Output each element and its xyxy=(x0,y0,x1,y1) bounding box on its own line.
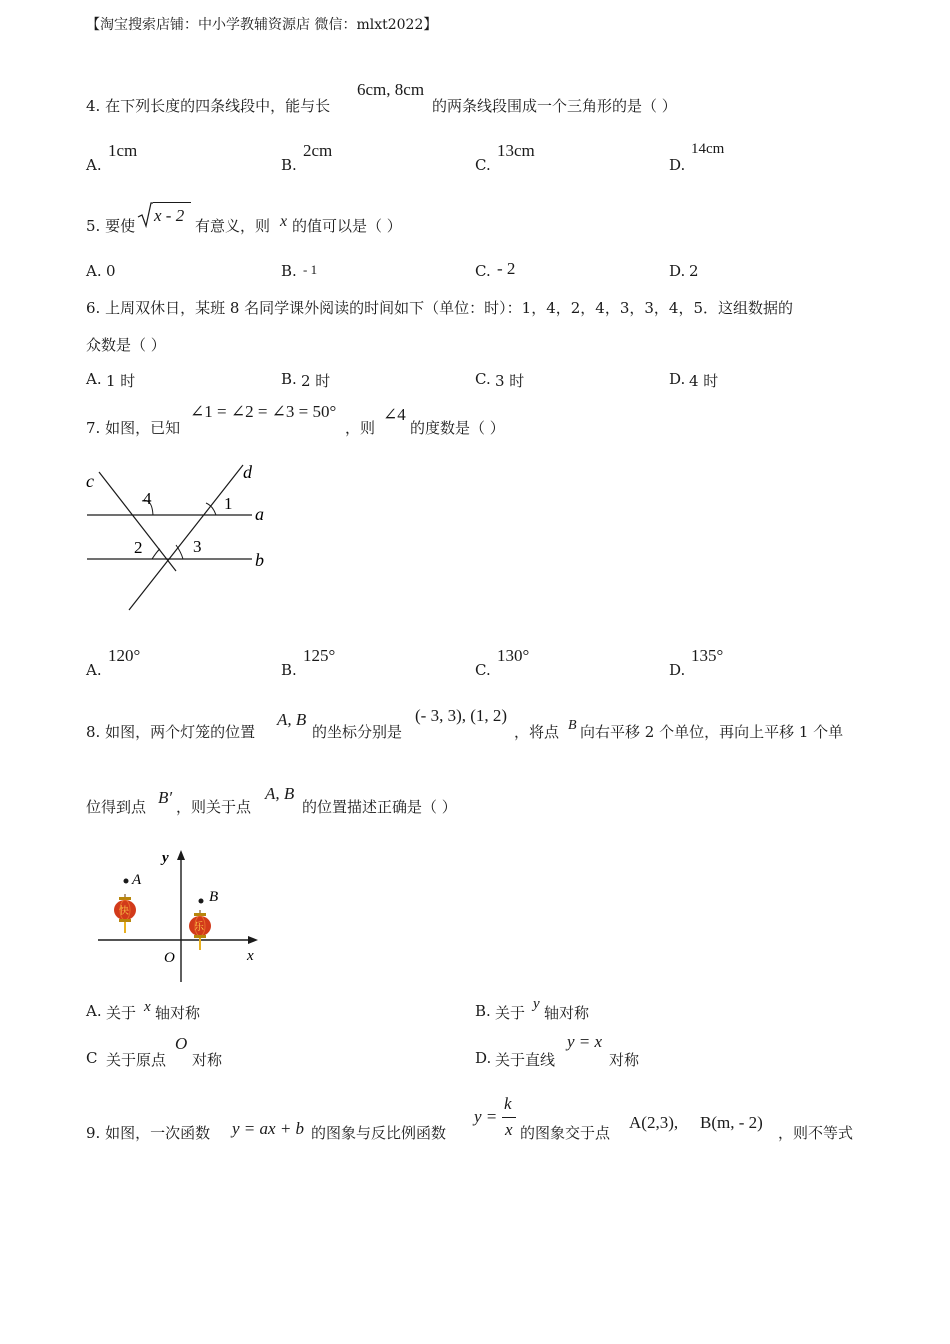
q4-option-b-label: B. xyxy=(281,156,297,174)
fraction-bar xyxy=(502,1117,516,1118)
q7-math2: ∠4 xyxy=(383,405,406,424)
q4-option-d-value: 14cm xyxy=(691,141,725,157)
q5-radicand: x - 2 xyxy=(154,206,185,225)
q8-line2-prefix: 位得到点 xyxy=(86,798,147,816)
q6-option-c-label: C. xyxy=(475,370,491,388)
q9-f2-denominator: x xyxy=(505,1120,513,1139)
q7-middle: ，则 xyxy=(345,419,376,437)
y-axis-arrow-icon xyxy=(177,850,185,860)
q6-option-a-value: 1 时 xyxy=(106,372,136,390)
q8-option-c-text2: 对称 xyxy=(192,1051,223,1069)
q6-option-d-label: D. xyxy=(669,370,686,388)
q8-line2-suffix: 的位置描述正确是（ ） xyxy=(302,798,457,816)
label-b: b xyxy=(255,550,264,570)
point-a-label: A xyxy=(132,872,142,888)
q7-figure xyxy=(80,458,280,616)
q7-option-c-label: C. xyxy=(475,661,491,679)
q4-option-c-value: 13cm xyxy=(497,141,535,160)
q7-option-d-value: 135° xyxy=(691,646,724,665)
angle-2-arc xyxy=(152,549,160,559)
q5-option-d-value: 2 xyxy=(689,262,699,280)
q9-suffix: ，则不等式 xyxy=(778,1124,854,1142)
q8-option-d-text2: 对称 xyxy=(609,1051,640,1069)
label-d: d xyxy=(243,462,252,482)
q6-line2: 众数是（ ） xyxy=(86,336,166,354)
q4-option-a-value: 1cm xyxy=(108,141,138,160)
angle-3-arc xyxy=(176,545,183,559)
lantern-right-char: 乐 xyxy=(194,922,204,933)
x-axis-label: x xyxy=(247,948,254,964)
q8-suffix: 向右平移 2 个单位，再向上平移 1 个单 xyxy=(580,723,844,741)
q7-option-b-label: B. xyxy=(281,661,297,679)
q5-option-c-value: - 2 xyxy=(497,259,516,278)
q8-option-b-label: B. xyxy=(475,1002,491,1020)
q7-option-d-label: D. xyxy=(669,661,686,679)
q5-option-d-label: D. xyxy=(669,262,686,280)
q8-option-a-var: x xyxy=(144,999,151,1015)
q6-option-d-value: 4 时 xyxy=(689,372,719,390)
point-b xyxy=(199,899,204,904)
q8-option-a-text2: 轴对称 xyxy=(155,1004,201,1022)
q5-option-a-label: A. xyxy=(86,262,102,280)
q4-option-c-label: C. xyxy=(475,156,491,174)
q8-figure xyxy=(88,842,268,990)
q4-prefix: 4. 在下列长度的四条线段中，能与长 xyxy=(86,97,331,115)
q8-prefix: 8. 如图，两个灯笼的位置 xyxy=(86,723,256,741)
q8-line2-middle: ，则关于点 xyxy=(176,798,252,816)
q7-suffix: 的度数是（ ） xyxy=(410,419,505,437)
lantern-right-icon xyxy=(189,910,211,950)
q8-option-b-text2: 轴对称 xyxy=(544,1004,590,1022)
q4-option-a-label: A. xyxy=(86,156,102,174)
q8-points-2: A, B xyxy=(265,784,295,803)
label-2: 2 xyxy=(134,538,143,557)
x-axis-arrow-icon xyxy=(248,936,258,944)
label-4: 4 xyxy=(143,489,152,508)
line-d xyxy=(129,465,243,610)
q7-math: ∠1 = ∠2 = ∠3 = 50° xyxy=(190,402,337,421)
q5-var: x xyxy=(280,213,288,230)
q6-option-c-value: 3 时 xyxy=(495,372,525,390)
q4-option-d-label: D. xyxy=(669,156,686,174)
q8-coords: (- 3, 3), (1, 2) xyxy=(415,706,508,725)
q4-math: 6cm, 8cm xyxy=(357,80,425,99)
point-b-label: B xyxy=(209,889,219,905)
q7-prefix: 7. 如图，已知 xyxy=(86,419,181,437)
label-3: 3 xyxy=(193,537,202,556)
q9-point-b: B(m, - 2) xyxy=(700,1113,763,1132)
label-c: c xyxy=(86,471,94,491)
q8-point-b: B xyxy=(568,718,577,733)
q5-option-b-label: B. xyxy=(281,262,297,280)
q8-option-d-label: D. xyxy=(475,1049,492,1067)
sqrt-vinculum xyxy=(153,202,191,203)
q5-middle: 有意义，则 xyxy=(195,217,271,235)
q5-option-a-value: 0 xyxy=(106,262,116,280)
q9-f2-numerator: k xyxy=(504,1094,512,1113)
q7-option-a-label: A. xyxy=(86,661,102,679)
point-a xyxy=(124,879,129,884)
q6-line1: 6. 上周双休日，某班 8 名同学课外阅读的时间如下（单位：时）：1，4，2，4，3，3，4，5．这组数据的 xyxy=(86,299,794,317)
q8-option-a-label: A. xyxy=(86,1002,102,1020)
lantern-left-char: 快 xyxy=(119,906,129,917)
q8-points: A, B xyxy=(277,710,307,729)
q6-option-b-label: B. xyxy=(281,370,297,388)
q6-option-a-label: A. xyxy=(86,370,102,388)
q8-middle2: ，将点 xyxy=(514,723,560,741)
q8-option-c-label: C xyxy=(86,1049,98,1067)
sqrt-sign-icon xyxy=(137,202,153,228)
q8-point-b-prime: B′ xyxy=(158,788,173,807)
q8-option-a-text1: 关于 xyxy=(106,1004,137,1022)
lantern-left-icon xyxy=(114,894,136,933)
q8-option-d-var: y = x xyxy=(567,1032,603,1051)
q7-option-c-value: 130° xyxy=(497,646,530,665)
q4-option-b-value: 2cm xyxy=(303,141,333,160)
q7-option-b-value: 125° xyxy=(303,646,336,665)
q4-suffix: 的两条线段围成一个三角形的是（ ） xyxy=(432,97,677,115)
q6-option-b-value: 2 时 xyxy=(301,372,331,390)
q8-option-c-var: O xyxy=(175,1034,188,1053)
y-axis-label: y xyxy=(162,850,169,866)
q5-suffix: 的值可以是（ ） xyxy=(292,217,402,235)
q7-option-a-value: 120° xyxy=(108,646,141,665)
q8-middle: 的坐标分别是 xyxy=(312,723,403,741)
origin-label: O xyxy=(164,950,175,966)
q9-middle2: 的图象交于点 xyxy=(520,1124,611,1142)
q8-option-d-text1: 关于直线 xyxy=(495,1051,556,1069)
q8-option-b-var: y xyxy=(533,996,540,1012)
q8-option-b-text1: 关于 xyxy=(495,1004,526,1022)
q9-prefix: 9. 如图，一次函数 xyxy=(86,1124,211,1142)
page-header: 【淘宝搜索店铺：中小学教辅资源店 微信：mlxt2022】 xyxy=(86,17,438,33)
q9-point-a: A(2,3), xyxy=(629,1113,679,1132)
q5-prefix: 5. 要使 xyxy=(86,217,136,235)
q5-option-b-value: - 1 xyxy=(303,262,318,277)
q9-f2-lhs: y = xyxy=(474,1107,498,1126)
q5-option-c-label: C. xyxy=(475,262,491,280)
label-a: a xyxy=(255,504,264,524)
q9-middle: 的图象与反比例函数 xyxy=(311,1124,447,1142)
q8-option-c-text1: 关于原点 xyxy=(106,1051,167,1069)
label-1: 1 xyxy=(224,494,233,513)
q9-linear-function: y = ax + b xyxy=(232,1119,305,1138)
